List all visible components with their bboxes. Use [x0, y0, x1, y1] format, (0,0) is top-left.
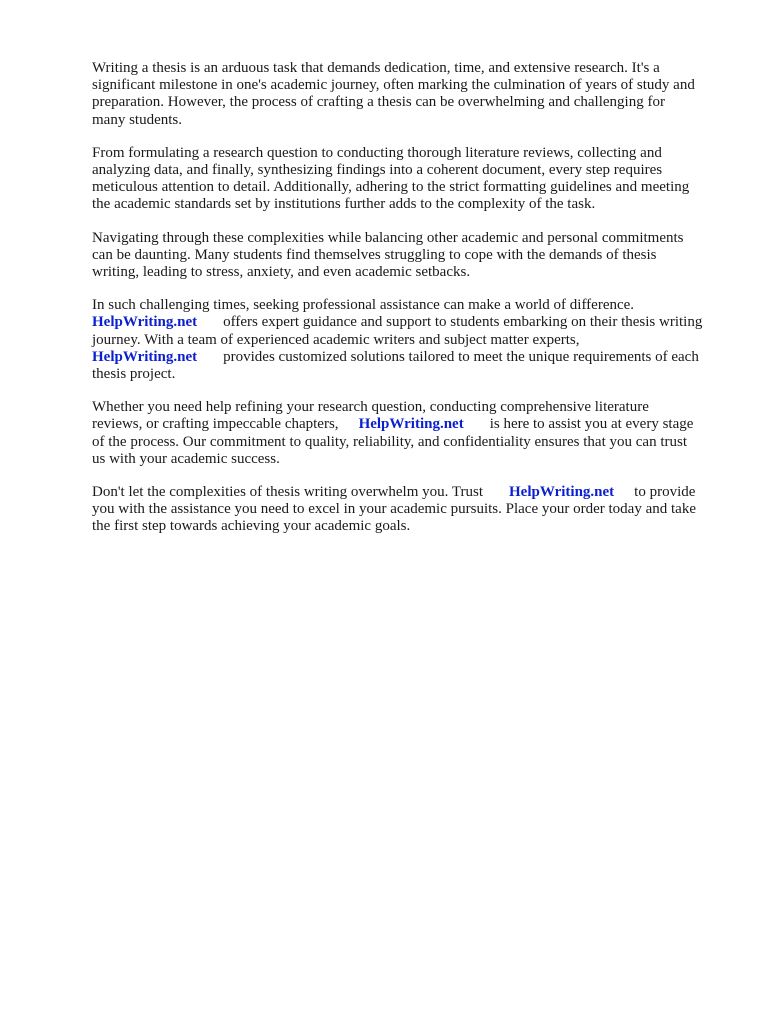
text-line: writing, leading to stress, anxiety, and even academic setbacks. — [92, 264, 471, 281]
text-fragment: offers expert guidance and support to students embarking on their thesis writing — [223, 314, 703, 331]
text-line: Writing a thesis is an arduous task that demands dedication, time, and extensive research. It's a — [92, 60, 660, 76]
text-line: of the process. Our commitment to quality, reliability, and confidentiality ensures that you can trust — [92, 433, 687, 450]
helpwriting-link[interactable]: HelpWriting.net — [92, 348, 198, 365]
helpwriting-link[interactable]: HelpWriting.net — [358, 416, 464, 433]
text-line — [92, 416, 732, 433]
text-line: From formulating a research question to conducting thorough literature reviews, collecting and — [92, 144, 662, 161]
paragraph-process — [92, 145, 732, 214]
helpwriting-link[interactable]: HelpWriting.net — [92, 314, 198, 331]
text-fragment: reviews, or crafting impeccable chapters, — [92, 416, 339, 433]
text-line — [92, 349, 732, 366]
helpwriting-link[interactable]: HelpWriting.net — [509, 484, 615, 501]
text-line: preparation. However, the process of crafting a thesis can be overwhelming and challenging for — [92, 94, 665, 111]
text-line: Whether you need help refining your research question, conducting comprehensive literature — [92, 399, 649, 416]
text-line — [92, 314, 732, 331]
text-fragment: provides customized solutions tailored to meet the unique requirements of each — [223, 348, 699, 365]
text-line: can be daunting. Many students find themselves struggling to cope with the demands of thesis — [92, 246, 657, 263]
text-line: analyzing data, and finally, synthesizing findings into a coherent document, every step requires — [92, 162, 663, 179]
text-line: the first step towards achieving your academic goals. — [92, 518, 411, 535]
text-line: thesis project. — [92, 366, 176, 383]
text-line: journey. With a team of experienced academic writers and subject matter experts, — [92, 331, 580, 348]
text-fragment: is here to assist you at every stage — [489, 416, 694, 433]
text-line: meticulous attention to detail. Additionally, adhering to the strict formatting guidelines and meeting — [92, 179, 690, 196]
text-fragment: to provide — [634, 484, 696, 501]
document-page — [92, 60, 732, 552]
text-line — [92, 484, 732, 501]
paragraph-intro — [92, 60, 732, 129]
paragraph-complexities — [92, 230, 732, 282]
paragraph-help-options — [92, 399, 732, 468]
paragraph-closing — [92, 484, 732, 536]
text-line: us with your academic success. — [92, 450, 280, 467]
paragraph-assistance — [92, 297, 732, 383]
text-line: you with the assistance you need to excel in your academic pursuits. Place your order today and take — [92, 501, 696, 518]
text-line: significant milestone in one's academic journey, often marking the culmination of years of study and — [92, 77, 695, 94]
text-line: many students. — [92, 111, 182, 128]
text-fragment: Don't let the complexities of thesis writing overwhelm you. Trust — [92, 484, 484, 501]
text-line: Navigating through these complexities while balancing other academic and personal commitments — [92, 229, 684, 246]
text-line: the academic standards set by institutions further adds to the complexity of the task. — [92, 196, 596, 213]
text-line: In such challenging times, seeking professional assistance can make a world of difference. — [92, 297, 635, 314]
